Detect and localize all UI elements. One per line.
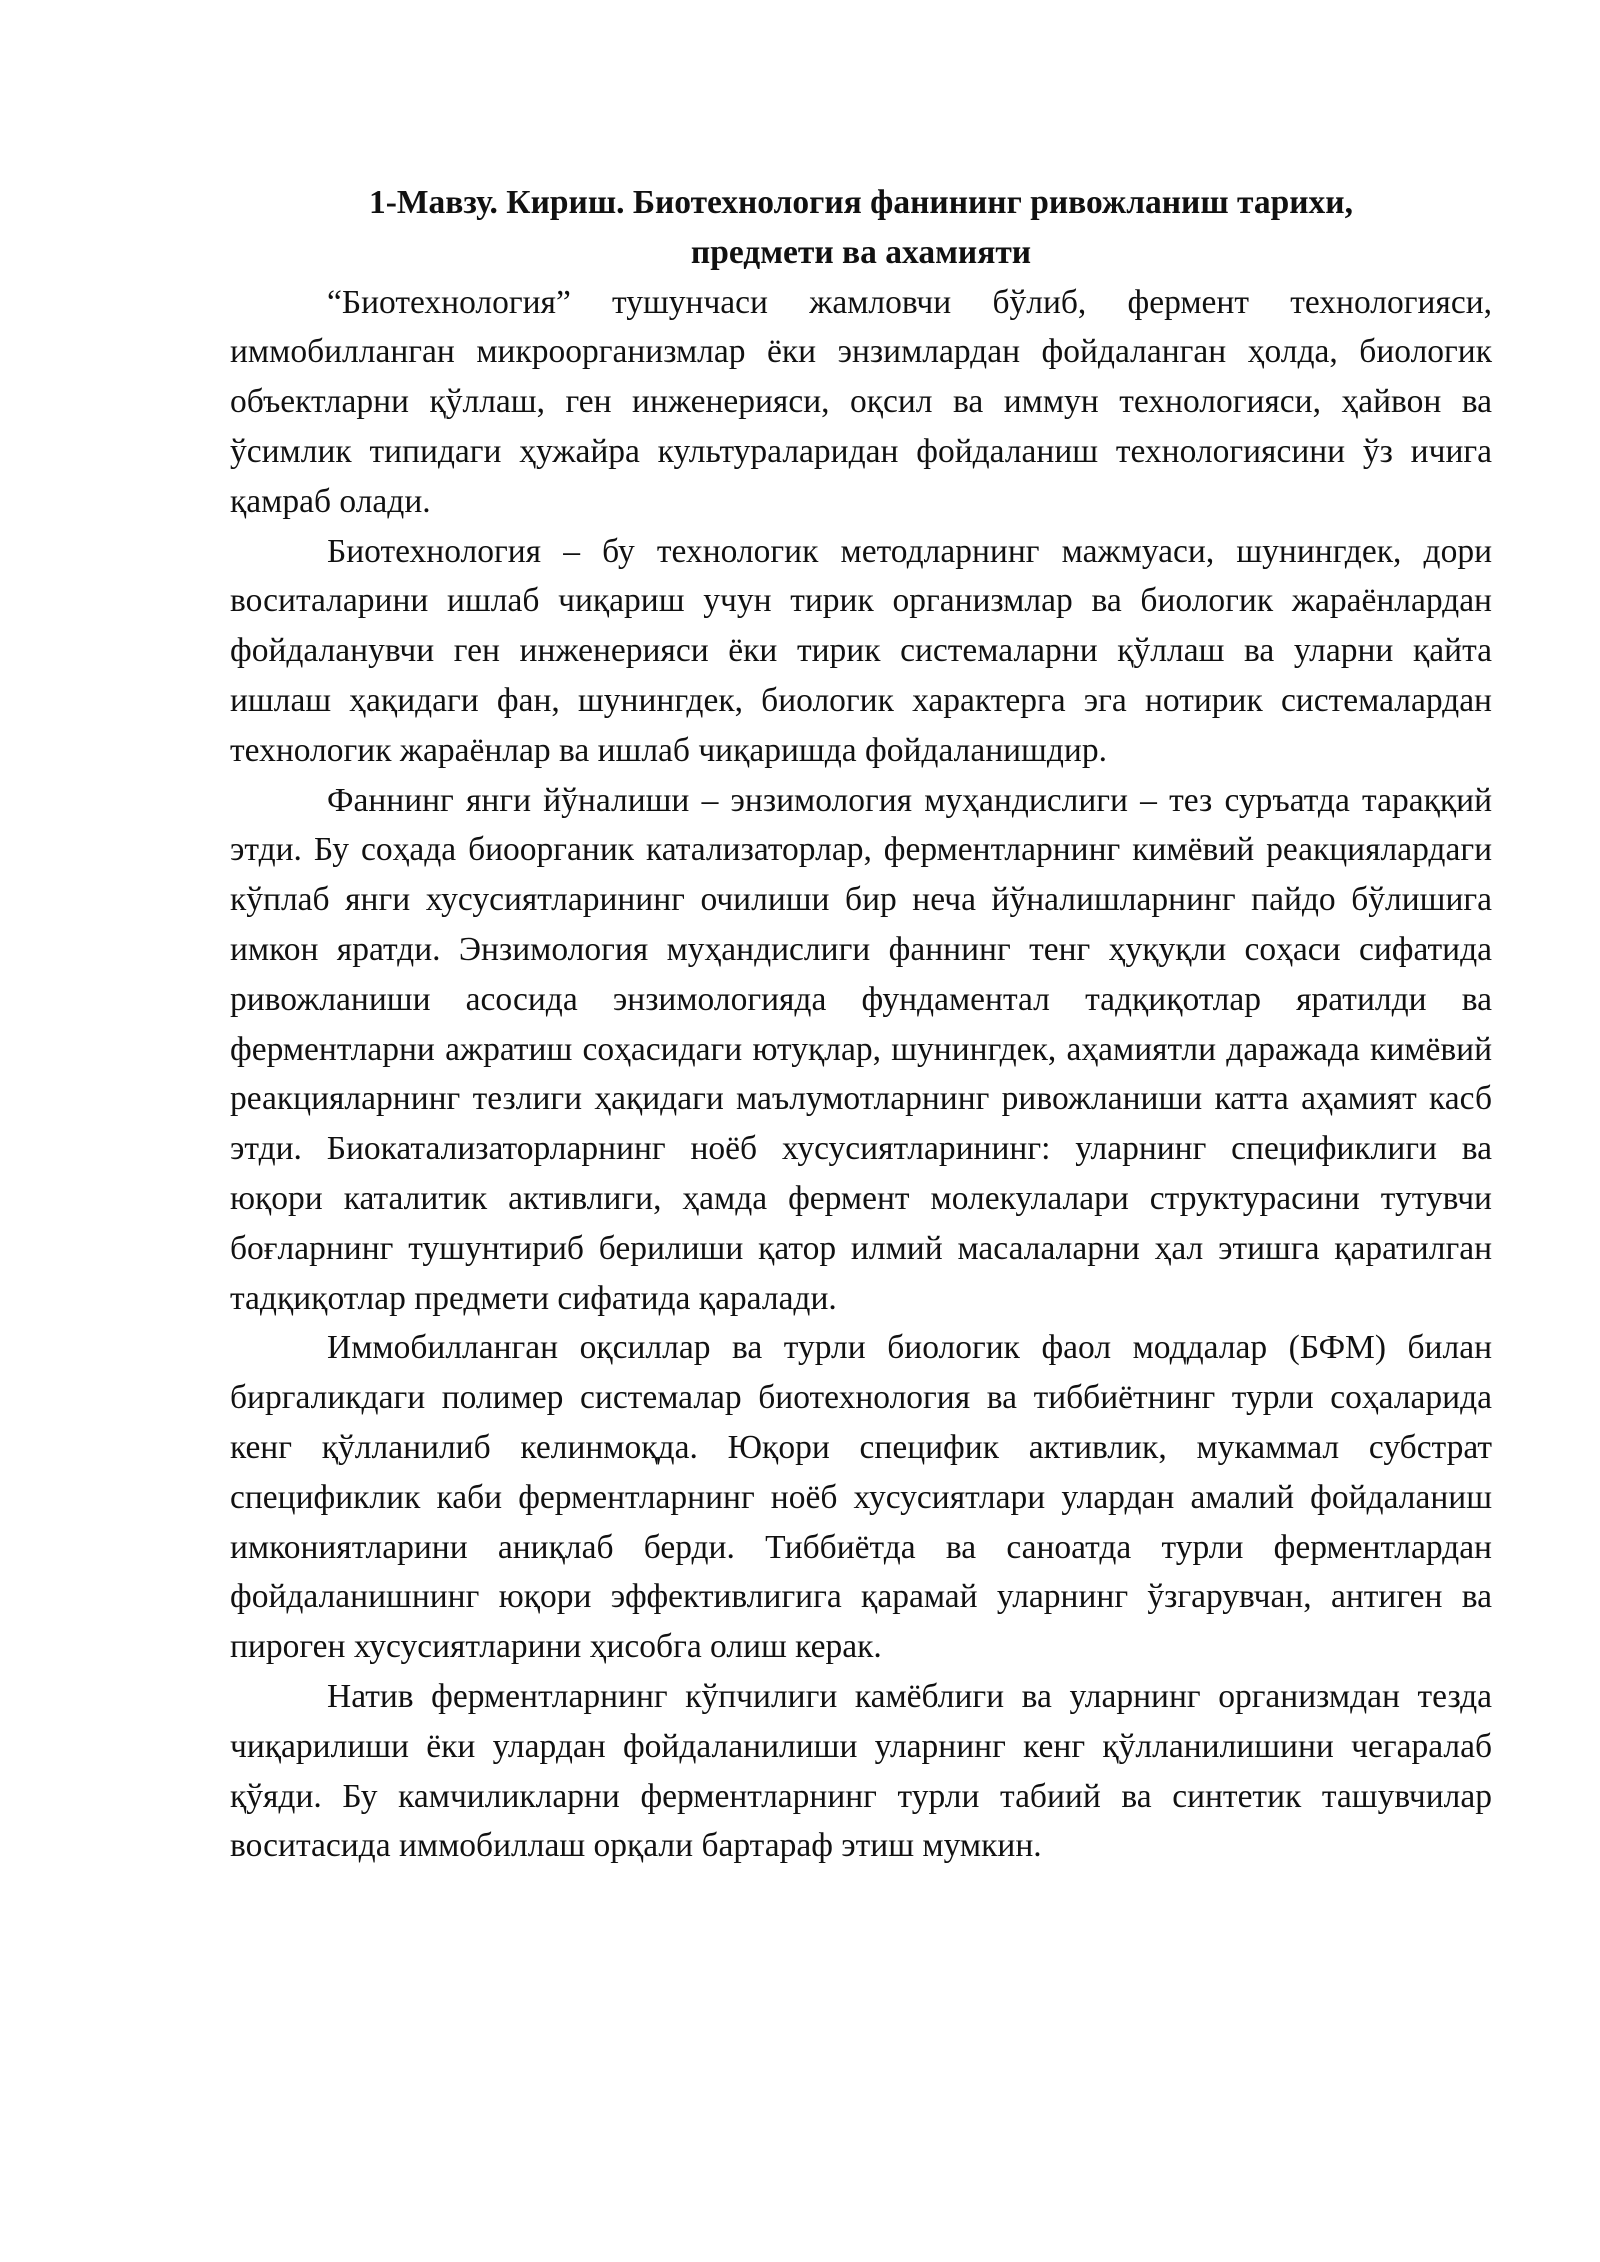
document-title (230, 178, 1492, 278)
title-line-1: 1-Мавзу. Кириш. Биотехнология фанининг ривожланиш тарихи, (369, 184, 1353, 221)
paragraph-1: “Биотехнология” тушунчаси жамловчи бўлиб, фермент технологияси, иммобилланган микроорганизмлар ёки энзимлардан фойдаланган ҳолда, биологик объектларни қўллаш, ген инженерияси, оқсил ва иммун технологияси, ҳайвон ва ўсимлик типидаги ҳужайра культураларидан фойдаланиш технологиясини ўз ичига қамраб олади. (230, 283, 1492, 520)
title-line-2: предмети ва ахамияти (690, 233, 1032, 271)
document-body (230, 178, 1492, 1871)
paragraph-3: Фаннинг янги йўналиши – энзимология муҳандислиги – тез суръатда тараққий этди. Бу соҳада биоорганик катализаторлар, ферментларнинг кимёвий реакциялардаги кўплаб янги хусусиятларининг очилиши бир неча йўналишларнинг пайдо бўлишига имкон яратди. Энзимология муҳандислиги фаннинг тенг ҳуқуқли соҳаси сифатида ривожланиши асосида энзимологияда фундаментал тадқиқотлар яратилди ва ферментларни ажратиш соҳасидаги ютуқлар, шунингдек, аҳамиятли даражада кимёвий реакцияларнинг тезлиги ҳақидаги маълумотларнинг ривожланиши катта аҳамият касб этди. Биокатализаторларнинг ноёб хусусиятларининг: уларнинг спецификлиги ва юқори каталитик активлиги, ҳамда фермент молекулалари структурасини тутувчи боғларнинг тушунтириб берилиши қатор илмий масалаларни ҳал этишга қаратилган тадқиқотлар предмети сифатида қаралади. (230, 781, 1492, 1317)
paragraph-2: Биотехнология – бу технологик методларнинг мажмуаси, шунингдек, дори воситаларини ишлаб чиқариш учун тирик организмлар ва биологик жараёнлардан фойдаланувчи ген инженерияси ёки тирик системаларни қўллаш ва уларни қайта ишлаш ҳақидаги фан, шунингдек, биологик характерга эга нотирик системалардан технологик жараёнлар ва ишлаб чиқаришда фойдаланишдир. (230, 532, 1492, 769)
paragraph-5: Натив ферментларнинг кўпчилиги камёблиги ва уларнинг организмдан тезда чиқарилиши ёки улардан фойдаланилиши уларнинг кенг қўлланилишини чегаралаб қўяди. Бу камчиликларни ферментларнинг турли табиий ва синтетик ташувчилар воситасида иммобиллаш орқали бартараф этиш мумкин. (230, 1677, 1492, 1865)
paragraph-4: Иммобилланган оқсиллар ва турли биологик фаол моддалар (БФМ) билан биргаликдаги полимер системалар биотехнология ва тиббиётнинг турли соҳаларида кенг қўлланилиб келинмоқда. Юқори специфик активлик, мукаммал субстрат спецификлик каби ферментларнинг ноёб хусусиятлари улардан амалий фойдаланиш имкониятларини аниқлаб берди. Тиббиётда ва саноатда турли ферментлардан фойдаланишнинг юқори эффективлигига қарамай уларнинг ўзгарувчан, антиген ва пироген хусусиятларини ҳисобга олиш керак. (230, 1329, 1492, 1666)
